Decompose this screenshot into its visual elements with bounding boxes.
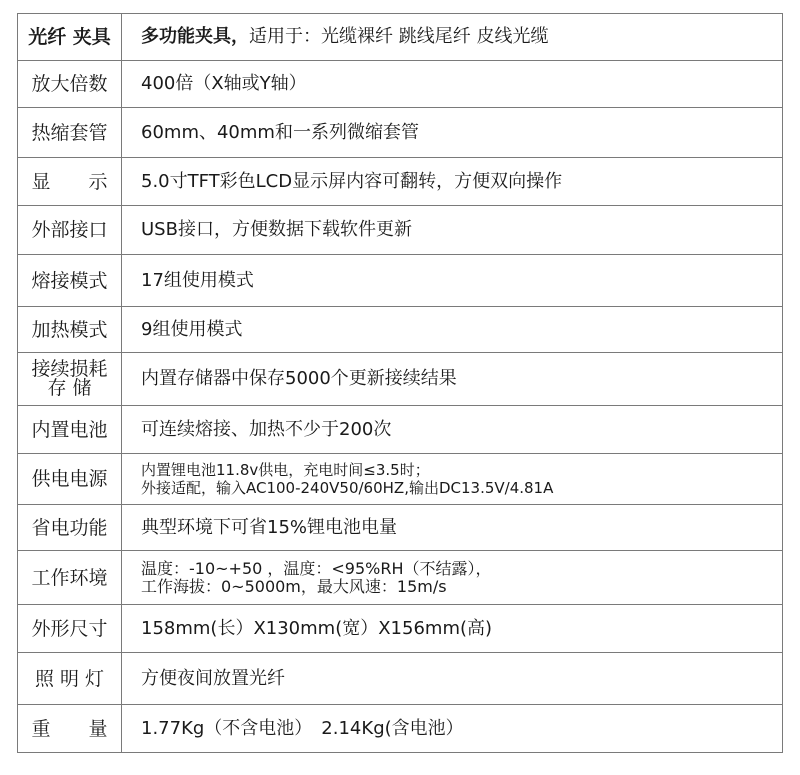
table-row xyxy=(18,505,783,551)
table-row xyxy=(18,454,783,505)
value-bold: 多功能夹具， xyxy=(141,26,249,47)
row-label: 显 示 xyxy=(18,158,122,206)
row-value: 5.0寸TFT彩色LCD显示屏内容可翻转，方便双向操作 xyxy=(122,158,783,206)
row-label: 外形尺寸 xyxy=(18,605,122,653)
table-row xyxy=(18,108,783,158)
row-label: 放大倍数 xyxy=(18,61,122,108)
value-line: 内置锂电池11.8v供电，充电时间≤3.5时； xyxy=(141,461,430,479)
row-label: 内置电池 xyxy=(18,406,122,454)
table-row xyxy=(18,551,783,605)
row-label: 加热模式 xyxy=(18,307,122,353)
row-value xyxy=(122,551,783,605)
table-row xyxy=(18,307,783,353)
row-value: 400倍（X轴或Y轴） xyxy=(122,61,783,108)
table-row xyxy=(18,653,783,705)
row-value: 9组使用模式 xyxy=(122,307,783,353)
row-label: 重 量 xyxy=(18,705,122,753)
row-label: 熔接模式 xyxy=(18,255,122,307)
row-label: 外部接口 xyxy=(18,206,122,255)
row-value xyxy=(122,454,783,505)
row-value: 60mm、40mm和一系列微缩套管 xyxy=(122,108,783,158)
row-value: 典型环境下可省15%锂电池电量 xyxy=(122,505,783,551)
row-label: 供电电源 xyxy=(18,454,122,505)
value-line: 工作海拔：0~5000m，最大风速：15m/s xyxy=(141,576,447,596)
row-label: 照 明 灯 xyxy=(18,653,122,705)
spec-table xyxy=(17,13,783,753)
row-value: 方便夜间放置光纤 xyxy=(122,653,783,705)
value-line: 外接适配，输入AC100-240V50/60HZ,输出DC13.5V/4.81A xyxy=(141,479,554,497)
label-line: 接续损耗 xyxy=(31,358,108,380)
value-text: 适用于：光缆裸纤 跳线尾纤 皮线光缆 xyxy=(249,26,549,47)
row-value: 158mm(长）X130mm(宽）X156mm(高) xyxy=(122,605,783,653)
row-label: 热缩套管 xyxy=(18,108,122,158)
row-label: 工作环境 xyxy=(18,551,122,605)
row-value: 1.77Kg（不含电池） 2.14Kg(含电池） xyxy=(122,705,783,753)
table-row xyxy=(18,61,783,108)
table-row xyxy=(18,14,783,61)
table-row xyxy=(18,353,783,406)
row-value xyxy=(122,14,783,61)
row-label xyxy=(18,353,122,406)
row-value: 内置存储器中保存5000个更新接续结果 xyxy=(122,353,783,406)
table-row xyxy=(18,255,783,307)
table-row xyxy=(18,705,783,753)
value-line: 温度：-10~+50 ，温度：<95%RH（不结露）， xyxy=(141,558,492,578)
row-label: 省电功能 xyxy=(18,505,122,551)
table-row xyxy=(18,406,783,454)
row-value: 17组使用模式 xyxy=(122,255,783,307)
table-row xyxy=(18,605,783,653)
row-label: 光纤 夹具 xyxy=(18,14,122,61)
label-line: 存 储 xyxy=(47,377,92,399)
row-value: 可连续熔接、加热不少于200次 xyxy=(122,406,783,454)
row-value: USB接口，方便数据下载软件更新 xyxy=(122,206,783,255)
table-row xyxy=(18,158,783,206)
table-row xyxy=(18,206,783,255)
